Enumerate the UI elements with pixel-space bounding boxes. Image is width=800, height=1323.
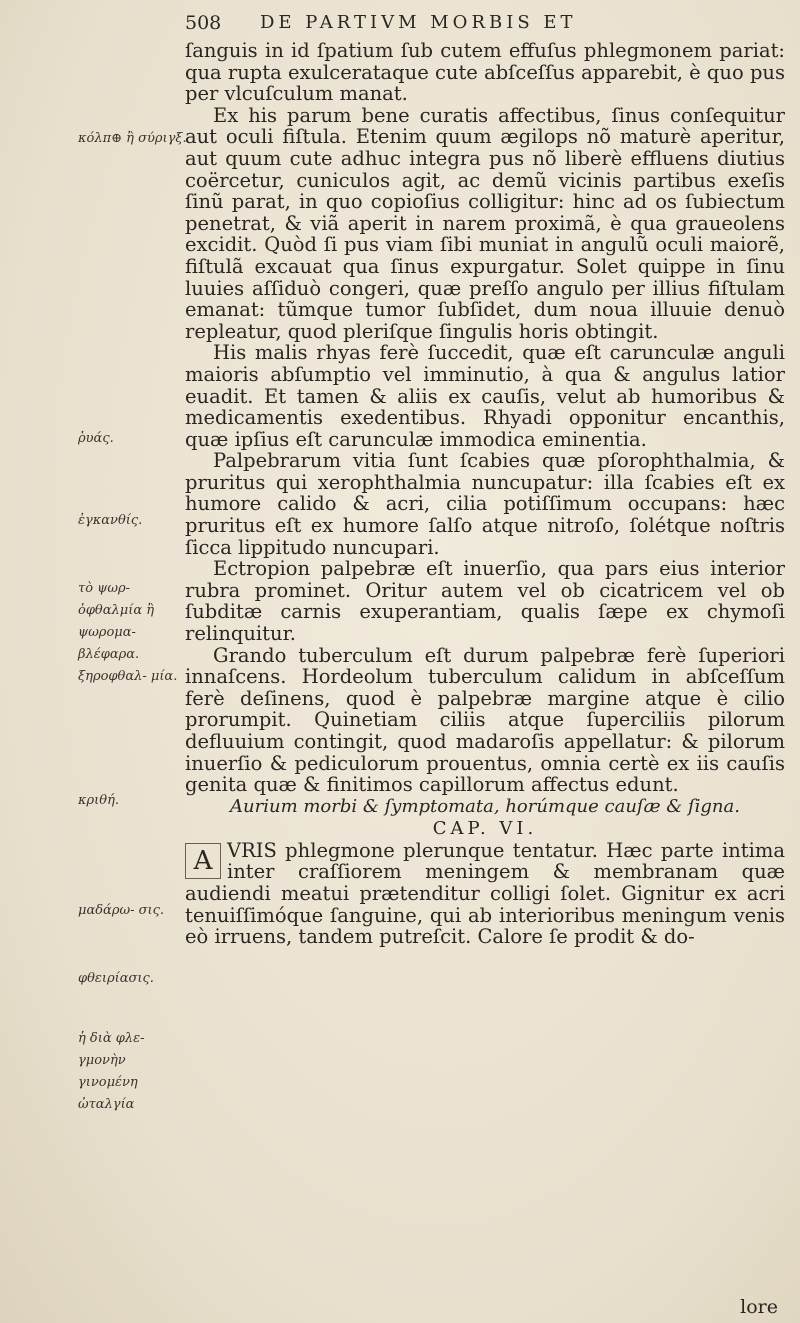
margin-note-psorophthalmia: τὸ ψωρ- ὀφθαλμία ἢ ψωρομα- βλέφαρα. [78, 581, 155, 662]
paragraph: Ex his parum bene curatis affectibus, ſinus conſequitur aut oculi fiſtula. Etenim quum ægilops nõ maturè aperitur, aut quum cute adhuc integra pus nõ liberè effluens diutius coërcetur, cuniculos agit, ac demũ vicinis partibus exeſis ſinũ parat, in quo copioſius colligitur: hinc ad os ſubiectum penetrat, & viã aperit in narem proximã, è qua graueolens excidit. Quòd ſi pus viam ſibi muniat in angulũ oculi maiorẽ, fiſtulã excauat qua ſinus expurgatur. Solet quippe in ſinu luuies aſſiduò congeri, quæ preſſo angulo per illius fiſtulam emanat: tũmque tumor ſubſidet, dum noua illuuie denuò repleatur, quod pleriſque ſingulis horis obtingit. [185, 103, 785, 343]
page-header [185, 12, 785, 42]
margin-note-otalgia: ἡ διὰ φλε- γμονὴν γινομένη ὠταλγία [78, 1031, 145, 1112]
chapter-heading: CAP. VI. [432, 817, 538, 839]
drop-capital: A [185, 843, 221, 879]
section-heading: Aurium morbi & ſymptomata, horúmque cauſæ & ſigna. [230, 795, 740, 817]
margin-note-encanthis: ἐγκανθίς. [78, 513, 143, 528]
running-title: DE PARTIVM MORBIS ET [260, 12, 577, 33]
paragraph: His malis rhyas ferè ſuccedit, quæ eſt carunculæ anguli maioris abſumptio vel imminutio, à qua & angulus latior euadit. Et tamen & aliis ex cauſis, velut ab humoribus & medicamentis exedentibus. Rhyadi opponitur encanthis, quæ ipſius eſt carunculæ immodica eminentia. [185, 341, 785, 451]
margin-note-xerophthalmia: ξηροφθαλ- μία. [78, 669, 178, 684]
paragraph-chapter-start [185, 840, 785, 948]
catchword: lore [740, 1296, 778, 1318]
paragraph: ſanguis in id ſpatium ſub cutem effuſus phlegmonem pariat: qua rupta exulcerataque cute abſceſſus apparebit, è quo pus per vlcuſculum manat. [185, 39, 785, 106]
margin-note-madarosis: μαδάρω- σις. [78, 903, 164, 918]
paragraph: Ectropion palpebræ eſt inuerſio, qua pars eius interior rubra prominet. Oritur autem vel ob cicatricem vel ob ſubditæ carnis exuperantiam, qualis ſæpe ex chymoſi relinquitur. [185, 557, 785, 646]
margin-note-fistula: κόλπ⊕ ἢ σύριγξ. [78, 131, 187, 146]
paragraph: Grando tuberculum eſt durum palpebræ ferè ſuperiori innaſcens. Hordeolum tuberculum calidum in abſceſſum ferè deſinens, quod è palpebræ margine atque è cilio prorumpit. Quinetiam ciliis atque ſuperciliis pilorum defluuium contingit, quod madaroſis appellatur: & pilorum inuerſio & pediculorum prouentus, omnia certè ex iis cauſis genita quæ & finitimos capillorum affectus edunt. [185, 643, 785, 797]
paragraph: Palpebrarum vitia ſunt ſcabies quæ pſorophthalmia, & pruritus qui xerophthalmia nuncupatur: illa ſcabies eſt ex humore calido & acri, cilia potiſſimum occupans: hæc pruritus eſt ex humore ſalſo atque nitroſo, ſolétque noſtris ſicca lippitudo nuncupari. [185, 449, 785, 559]
margin-note-krithe: κριθή. [78, 793, 120, 808]
paragraph-text: VRIS phlegmone plerunque tentatur. Hæc parte intima inter craſſiorem meningem & membranam quæ audiendi meatui prætenditur colligi ſolet. Gignitur ex acri tenuiſſimóque ſanguine, qui ab interioribus meningum venis eò irruens, tandem putreſcit. Calore ſe prodit & do- [185, 838, 785, 949]
page-number: 508 [185, 12, 222, 34]
margin-note-phthiriasis: φθειρίασις. [78, 971, 154, 986]
main-text [185, 40, 785, 948]
margin-note-rhyas: ῥυάς. [78, 431, 114, 446]
